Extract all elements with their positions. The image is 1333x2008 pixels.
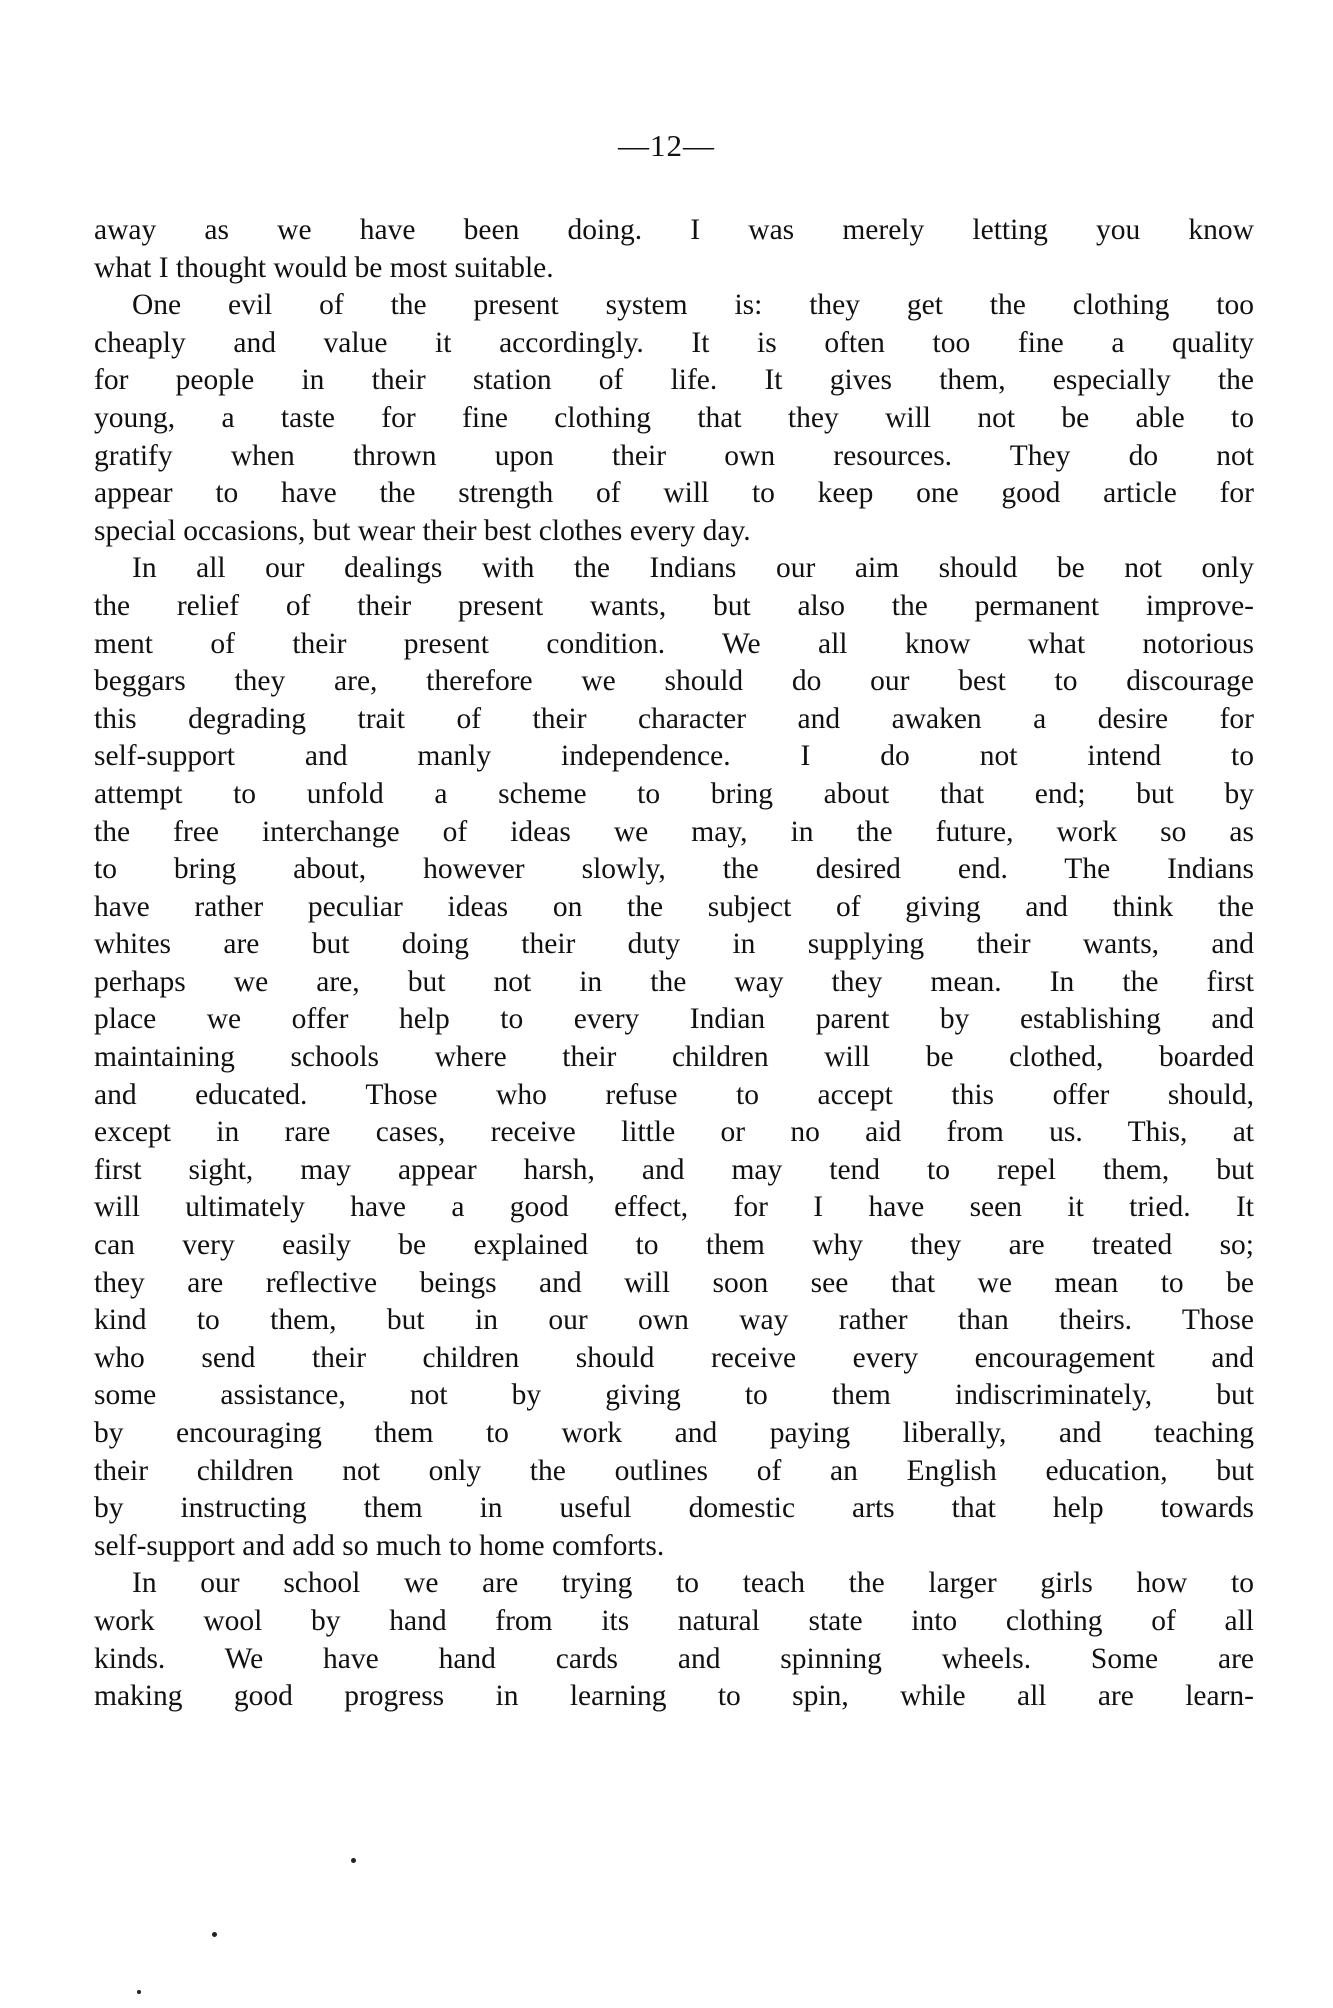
text-line: the relief of their present wants, but also the permanent improve- xyxy=(94,589,1254,622)
text-line: will ultimately have a good effect, for I have seen it tried. It xyxy=(94,1191,1254,1224)
text-line: who send their children should receive every encouragement and xyxy=(94,1341,1254,1374)
text-line: this degrading trait of their character and awaken a desire for xyxy=(94,702,1254,735)
text-line: away as we have been doing. I was merely letting you know xyxy=(94,214,1254,246)
text-line: except in rare cases, receive little or no aid from us. This, at xyxy=(94,1116,1254,1149)
paragraph xyxy=(94,1565,1254,1715)
text-line: In our school we are trying to teach the larger girls how to xyxy=(132,1567,1254,1600)
text-line: attempt to unfold a scheme to bring about that end; but by xyxy=(94,777,1254,810)
text-line: what I thought would be most suitable. xyxy=(94,251,554,284)
text-line: they are reflective beings and will soon see that we mean to be xyxy=(94,1266,1254,1299)
paragraph xyxy=(94,212,1254,287)
text-line: some assistance, not by giving to them indiscriminately, but xyxy=(94,1379,1254,1412)
text-line: ment of their present condition. We all know what notorious xyxy=(94,627,1254,660)
text-line: to bring about, however slowly, the desired end. The Indians xyxy=(94,853,1254,886)
text-line: maintaining schools where their children will be clothed, boarded xyxy=(94,1041,1254,1074)
text-line: can very easily be explained to them why they are treated so; xyxy=(94,1229,1254,1262)
text-line: work wool by hand from its natural state into clothing of all xyxy=(94,1604,1254,1637)
paragraph xyxy=(94,287,1254,550)
text-line: self-support and add so much to home comforts. xyxy=(94,1529,665,1562)
text-line: making good progress in learning to spin, while all are learn- xyxy=(94,1680,1254,1713)
body-text xyxy=(94,212,1254,1716)
text-line: appear to have the strength of will to keep one good article for xyxy=(94,477,1254,510)
text-line: special occasions, but wear their best clothes every day. xyxy=(94,514,751,547)
text-line: place we offer help to every Indian parent by establishing and xyxy=(94,1003,1254,1036)
text-line: have rather peculiar ideas on the subject of giving and think the xyxy=(94,890,1254,923)
text-line: kind to them, but in our own way rather than theirs. Those xyxy=(94,1304,1254,1337)
text-line: One evil of the present system is: they get the clothing too xyxy=(132,289,1254,322)
scan-speck xyxy=(137,1990,141,1994)
text-line: cheaply and value it accordingly. It is often too fine a quality xyxy=(94,326,1254,359)
paragraph xyxy=(94,550,1254,1565)
text-line: and educated. Those who refuse to accept this offer should, xyxy=(94,1078,1254,1111)
scan-speck xyxy=(212,1932,217,1937)
text-line: whites are but doing their duty in supplying their wants, and xyxy=(94,928,1254,961)
text-line: for people in their station of life. It gives them, especially the xyxy=(94,364,1254,397)
text-line: the free interchange of ideas we may, in the future, work so as xyxy=(94,815,1254,848)
text-line: kinds. We have hand cards and spinning wheels. Some are xyxy=(94,1642,1254,1675)
text-line: by instructing them in useful domestic arts that help towards xyxy=(94,1492,1254,1525)
text-line: young, a taste for fine clothing that they will not be able to xyxy=(94,401,1254,434)
page-number: —12— xyxy=(618,128,715,163)
text-line: their children not only the outlines of an English education, but xyxy=(94,1454,1254,1487)
text-line: perhaps we are, but not in the way they mean. In the first xyxy=(94,965,1254,998)
text-line: first sight, may appear harsh, and may tend to repel them, but xyxy=(94,1153,1254,1186)
text-line: beggars they are, therefore we should do our best to discourage xyxy=(94,665,1254,698)
text-line: self-support and manly independence. I do not intend to xyxy=(94,740,1254,773)
text-line: gratify when thrown upon their own resources. They do not xyxy=(94,439,1254,472)
text-line: In all our dealings with the Indians our aim should be not only xyxy=(132,552,1254,585)
scan-speck xyxy=(351,1858,356,1863)
text-line: by encouraging them to work and paying liberally, and teaching xyxy=(94,1417,1254,1449)
